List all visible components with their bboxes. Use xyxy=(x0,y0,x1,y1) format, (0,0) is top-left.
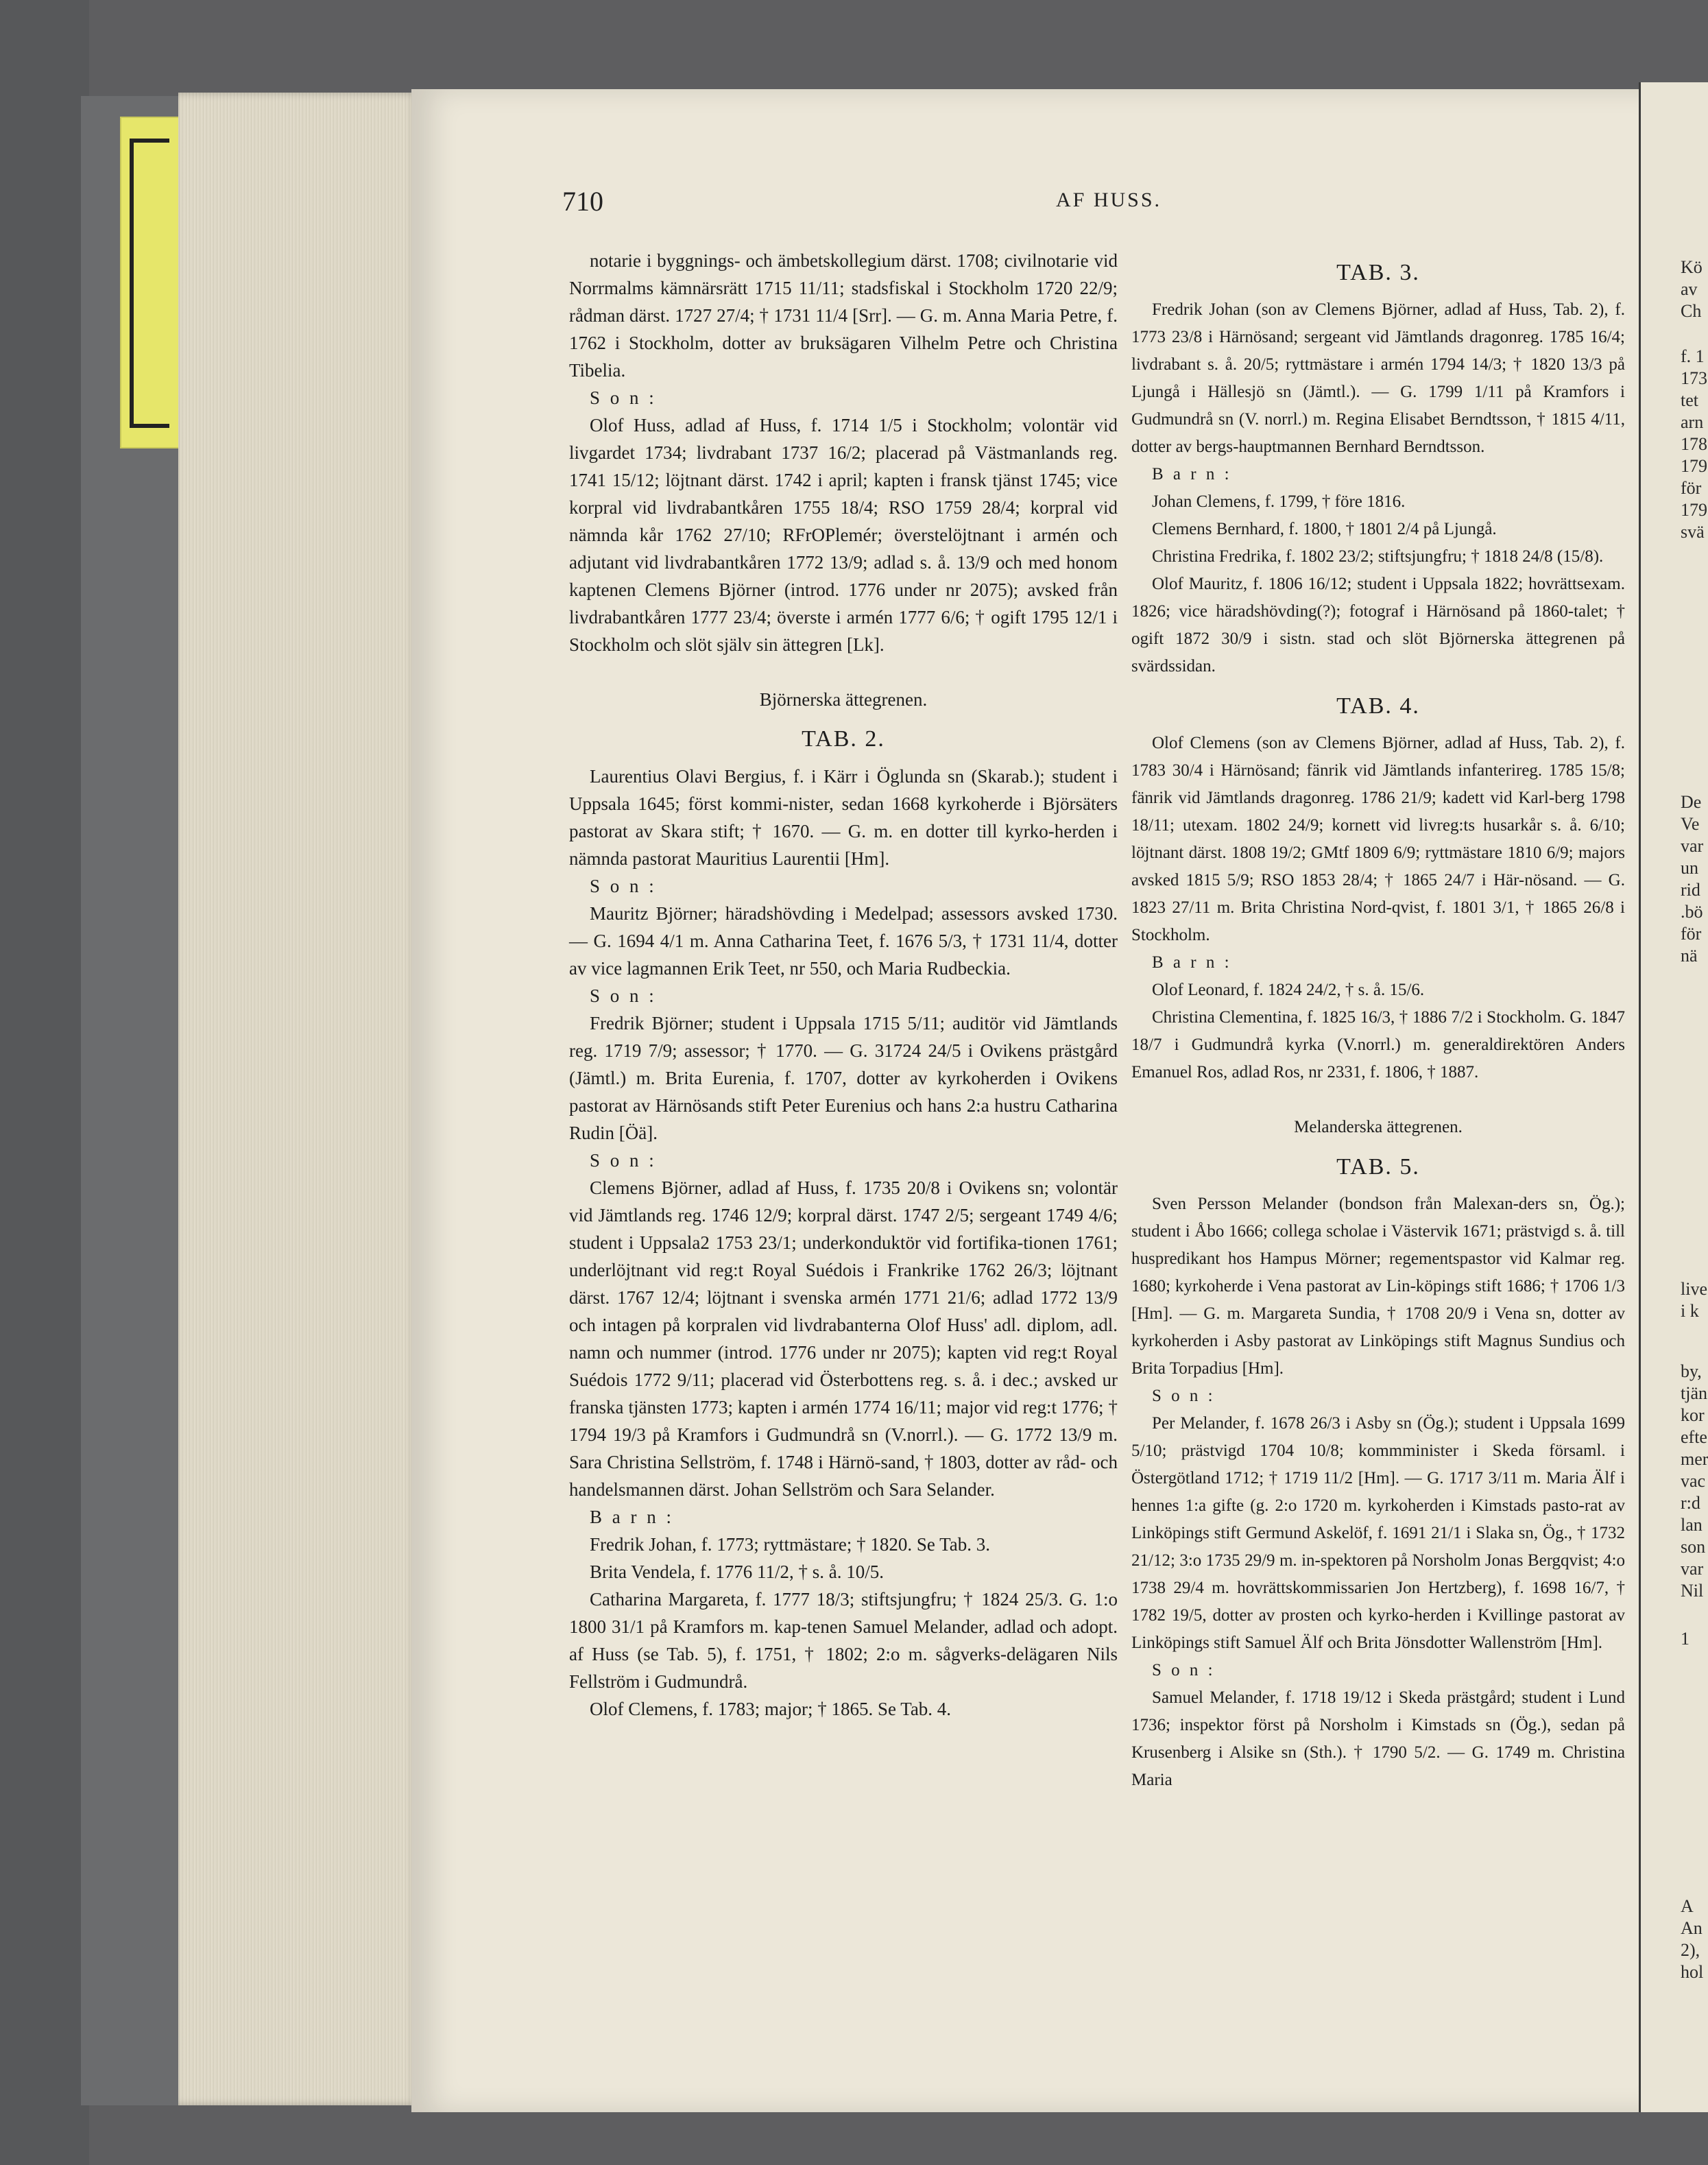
entry-paragraph: Sven Persson Melander (bondson från Malexan-ders sn, Ög.); student i Åbo 1666; collega scholae i Västervik 1671; prästvigd s. å. till huspredikant hos Hampus Mörner; regementspastor vid Kalmar reg. 1680; kyrkoherde i Vena pastorat av Lin-köpings stift 1686; † 1706 1/3 [Hm]. — G. m. Margareta Sundia, † 1708 20/9 i Vena sn, dotter av kyrkoherden i Asby pastorat av Linköpings stift Magnus Sundius och Brita Torpadius [Hm]. xyxy=(1131,1195,1625,1378)
facing-page-text: r:d xyxy=(1681,1493,1700,1513)
entry-paragraph: Olof Clemens (son av Clemens Björner, adlad af Huss, Tab. 2), f. 1783 30/4 i Härnösand; fänrik vid Jämtlands infanterireg. 1785 15/8; fänrik vid Jämtlands dragonreg. 1786 21/9; kadett vid Karl-berg 1798 18/11; utexam. 1802 24/9; kornett vid livreg:ts husarkår s. å. 6/10; löjtnant därst. 1808 19/2; GMtf 1809 6/9; ryttmästare 1810 6/9; majors avsked 1815 5/9; RSO 1853 28/4; † 1865 24/7 i Här-nösand. — G. 1823 27/11 m. Brita Christina Nord-qvist, f. 1801 3/1, † 1865 26/8 i Stockholm. xyxy=(1131,734,1625,944)
facing-page-text: 179 xyxy=(1681,500,1707,520)
facing-page-fragment xyxy=(1639,82,1708,2112)
facing-page-text: arn xyxy=(1681,412,1704,432)
facing-page-text: mer xyxy=(1681,1449,1708,1469)
facing-page-text: Ve xyxy=(1681,814,1700,834)
entry-paragraph: notarie i byggnings- och ämbetskollegium därst. 1708; civilnotarie vid Norrmalms kämnärsrätt 1715 11/11; stadsfiskal i Stockholm 1720 22/9; rådman därst. 1727 27/4; † 1731 11/4 [Srr]. — G. m. Anna Maria Petre, f. 1762 i Stockholm, dotter av bruksägaren Vilhelm Petre och Christina Tibelia. xyxy=(569,250,1118,381)
table-heading: TAB. 3. xyxy=(1336,260,1420,285)
facing-page-text: i k xyxy=(1681,1301,1699,1321)
facing-page-text: Ch xyxy=(1681,301,1702,321)
branch-heading: Melanderska ättegrenen. xyxy=(1294,1118,1463,1136)
facing-page-text: son xyxy=(1681,1537,1706,1557)
facing-page-text: 178 xyxy=(1681,434,1707,454)
facing-page-text: rid xyxy=(1681,880,1700,900)
entry-paragraph: Samuel Melander, f. 1718 19/12 i Skeda prästgård; student i Lund 1736; inspektor först på Norsholm i Kimstads sn (Ög.), sedan på Krusenberg i Alsike sn (Sth.). † 1790 5/2. — G. 1749 m. Christina Maria xyxy=(1131,1688,1625,1789)
facing-page-text: vac xyxy=(1681,1471,1706,1491)
left-column xyxy=(569,247,1118,1723)
facing-page-text: kor xyxy=(1681,1405,1705,1425)
branch-heading: Björnerska ättegrenen. xyxy=(759,689,928,710)
entry-paragraph: Fredrik Björner; student i Uppsala 1715 5/11; auditör vid Jämtlands reg. 1719 7/9; assessor; † 1770. — G. 31724 24/5 i Ovikens prästgård (Jämtl.) m. Brita Eurenia, f. 1707, dotter av kyrkoherden i Ovikens pastorat av Härnösands stift Peter Eurenius och hans 2:a hustru Catharina Rudin [Öä]. xyxy=(569,1013,1118,1143)
facing-page-text: .bö xyxy=(1681,902,1703,922)
section-label: S o n : xyxy=(590,387,657,408)
entry-paragraph: Fredrik Johan, f. 1773; ryttmästare; † 1820. Se Tab. 3. xyxy=(590,1534,991,1555)
facing-page-text: för xyxy=(1681,478,1702,498)
entry-paragraph: Catharina Margareta, f. 1777 18/3; stiftsjungfru; † 1824 25/3. G. 1:o 1800 31/1 på Kramfors m. kap-tenen Samuel Melander, adlad och adopt. af Huss (se Tab. 5), f. 1751, † 1802; 2:o m. sågverks-delägaren Nils Fellström i Gudmundrå. xyxy=(569,1589,1118,1692)
right-column xyxy=(1131,247,1625,1794)
facing-page-text: f. 1 xyxy=(1681,346,1705,366)
page-edges xyxy=(178,93,418,2105)
facing-page-text: An xyxy=(1681,1918,1703,1938)
facing-page-text: by, xyxy=(1681,1361,1702,1381)
entry-paragraph: Olof Leonard, f. 1824 24/2, † s. å. 15/6. xyxy=(1152,981,1425,999)
entry-paragraph: Olof Clemens, f. 1783; major; † 1865. Se Tab. 4. xyxy=(590,1699,952,1719)
section-label: S o n : xyxy=(1152,1661,1216,1679)
facing-page-text: svä xyxy=(1681,522,1705,542)
facing-page-text: var xyxy=(1681,1559,1704,1579)
facing-page-text: för xyxy=(1681,924,1702,944)
table-heading: TAB. 4. xyxy=(1336,693,1420,719)
entry-paragraph: Mauritz Björner; häradshövding i Medelpad; assessors avsked 1730. — G. 1694 4/1 m. Anna Catharina Teet, f. 1676 5/3, † 1731 11/4, dotter av vice lagmannen Erik Teet, nr 550, och Maria Rudbeckia. xyxy=(569,903,1118,979)
section-label: B a r n : xyxy=(1152,465,1232,483)
entry-paragraph: Christina Clementina, f. 1825 16/3, † 1886 7/2 i Stockholm. G. 1847 18/7 i Gudmundrå kyrka (V.norrl.) m. generaldirektören Anders Emanuel Ros, adlad Ros, nr 2331, f. 1806, † 1887. xyxy=(1131,1008,1625,1081)
facing-page-text: De xyxy=(1681,792,1702,812)
entry-paragraph: Christina Fredrika, f. 1802 23/2; stiftsjungfru; † 1818 24/8 (15/8). xyxy=(1152,547,1604,566)
section-label: S o n : xyxy=(1152,1387,1216,1405)
scanner-background xyxy=(0,0,89,2165)
entry-paragraph: Clemens Björner, adlad af Huss, f. 1735 20/8 i Ovikens sn; volontär vid Jämtlands reg. 1746 12/9; korpral därst. 1747 2/5; sergeant 1749 4/6; student i Uppsala2 1753 23/1; underkonduktör vid fortifika-tionen 1761; underlöjtnant vid reg:t Royal Suédois i Frankrike 1762 26/3; löjtnant därst. 1767 12/4; löjtnant i svenska armén 1771 21/6; adlad 1772 13/9 och intagen på korpralen vid livdrabanterna Olof Huss' adl. diplom, adl. namn och nummer (introd. 1776 under nr 2075); kapten vid reg:t Royal Suédois 1772 9/11; placerad vid Österbottens reg. s. å. i dec.; avsked ur franska tjänsten 1773; kapten i armén 1774 16/11; major vid reg:t 1776; † 1794 19/3 på Kramfors i Gudmundrå sn (V.norrl.). — G. 1772 13/9 m. Sara Christina Sellström, f. 1748 i Härnö-sand, † 1803, dotter av råd- och handelsmannen därst. Johan Sellström och Sara Selander. xyxy=(569,1177,1118,1500)
table-heading: TAB. 5. xyxy=(1336,1154,1420,1180)
facing-page-text: nä xyxy=(1681,946,1698,966)
section-label: S o n : xyxy=(590,1150,657,1171)
entry-paragraph: Johan Clemens, f. 1799, † före 1816. xyxy=(1152,492,1406,511)
facing-page-text: 2), xyxy=(1681,1940,1700,1960)
entry-paragraph: Brita Vendela, f. 1776 11/2, † s. å. 10/5. xyxy=(590,1562,884,1582)
facing-page-text: un xyxy=(1681,858,1698,878)
facing-page-text: tet xyxy=(1681,390,1698,410)
facing-page-text: Nil xyxy=(1681,1581,1704,1601)
entry-paragraph: Olof Huss, adlad af Huss, f. 1714 1/5 i Stockholm; volontär vid livgardet 1734; livdrabant 1737 16/2; placerad på Västmanlands reg. 1741 15/12; löjtnant därst. 1742 i april; kapten i fransk tjänst 1745; vice korpral vid livdrabantkåren 1755 18/4; RSO 1759 28/4; korpral vid nämnda kår 1762 27/10; RFrOPlemér; överstelöjtnant i armén och adjutant vid livdrabantkåren 1772 13/9; adlad s. å. 13/9 och med honom kaptenen Clemens Björner (introd. 1776 under nr 2075); avsked från livdrabantkåren 1777 23/4; överste i armén 1777 6/6; † ogift 1795 12/1 i Stockholm och slöt själv sin ättegren [Lk]. xyxy=(569,415,1118,655)
facing-page-text: lan xyxy=(1681,1515,1703,1535)
section-label: S o n : xyxy=(590,876,657,896)
facing-page-text: 1 xyxy=(1681,1629,1689,1649)
facing-page-text: Kö xyxy=(1681,257,1703,277)
tag-bracket xyxy=(130,139,169,428)
entry-paragraph: Fredrik Johan (son av Clemens Björner, adlad af Huss, Tab. 2), f. 1773 23/8 i Härnösand; sergeant vid Jämtlands dragonreg. 1785 16/4; livdrabant s. å. 20/5; ryttmästare i armén 1794 14/3; † 1820 13/3 på Ljungå i Hällesjö sn (Jämtl.). — G. 1799 1/11 på Kramfors i Gudmundrå sn (V. norrl.) m. Regina Elisabet Berndtsson, † 1815 4/11, dotter av bergs-hauptmannen Bernhard Berndtsson. xyxy=(1131,300,1625,456)
running-head: AF HUSS. xyxy=(1056,189,1162,211)
facing-page-text: 173 xyxy=(1681,368,1707,388)
facing-page-text: var xyxy=(1681,836,1704,856)
section-label: B a r n : xyxy=(1152,953,1232,972)
table-heading: TAB. 2. xyxy=(802,726,885,752)
facing-page-text: efte xyxy=(1681,1427,1707,1447)
facing-page-text: live xyxy=(1681,1279,1707,1299)
entry-paragraph: Laurentius Olavi Bergius, f. i Kärr i Öglunda sn (Skarab.); student i Uppsala 1645; först kommi-nister, sedan 1668 kyrkoherde i Björsäters pastorat av Skara stift; † 1670. — G. m. en dotter till kyrko-herden i nämnda pastorat Mauritius Laurentii [Hm]. xyxy=(569,766,1118,869)
facing-page-text: A xyxy=(1681,1896,1694,1916)
facing-page-text: 179 xyxy=(1681,456,1707,476)
entry-paragraph: Clemens Bernhard, f. 1800, † 1801 2/4 på Ljungå. xyxy=(1152,520,1497,538)
section-label: B a r n : xyxy=(590,1507,674,1527)
facing-page-text: av xyxy=(1681,279,1698,299)
facing-page-text: hol xyxy=(1681,1962,1704,1982)
page-number: 710 xyxy=(562,186,603,217)
entry-paragraph: Per Melander, f. 1678 26/3 i Asby sn (Ög.); student i Uppsala 1699 5/10; prästvigd 1704 10/8; kommminister i Skeda församl. i Östergötland 1712; † 1719 11/2 [Hm]. — G. 1717 3/11 m. Maria Älf i hennes 1:a gifte (g. 2:o 1720 m. kyrkoherden i Kimstads pasto-rat av Linköpings stift Germund Askelöf, f. 1691 21/1 i Slaka sn, Ög., † 1732 21/12; 3:o 1735 29/9 m. in-spektoren på Norsholm Jonas Bergqvist; 4:o 1738 29/4 m. hovrättskommissarien Jon Hertzberg), f. 1698 16/7, † 1782 19/5, dotter av prosten och kyrko-herden i Kvillinge pastorat av Linköpings stift Samuel Älf och Brita Jönsdotter Wallenström [Hm]. xyxy=(1131,1414,1625,1652)
facing-page-text: tjän xyxy=(1681,1383,1707,1403)
entry-paragraph: Olof Mauritz, f. 1806 16/12; student i Uppsala 1822; hovrättsexam. 1826; vice häradshövding(?); fotograf i Härnösand på 1860-talet; † ogift 1872 30/9 i sistn. stad och slöt Björnerska ättegrenen på svärdssidan. xyxy=(1131,575,1625,675)
section-label: S o n : xyxy=(590,985,657,1006)
